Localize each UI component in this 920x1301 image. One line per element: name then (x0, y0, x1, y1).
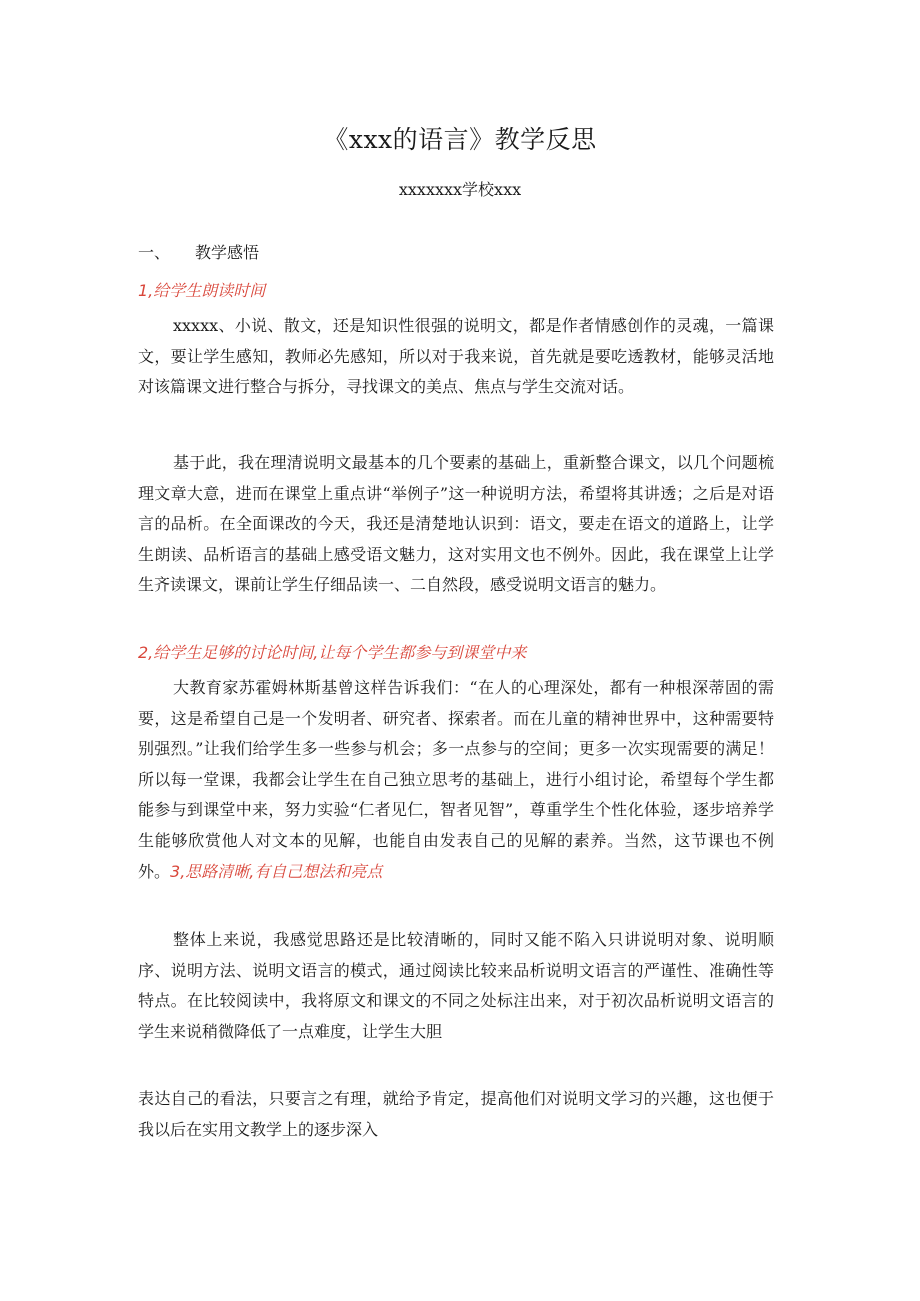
paragraph-4: 整体上来说，我感觉思路还是比较清晰的，同时又能不陷入只讲说明对象、说明顺序、说明方法、说明文语言的模式，通过阅读比较来品析说明文语言的严谨性、准确性等特点。在比较阅读中，我将原文和课文的不同之处标注出来，对于初次品析说明文语言的学生来说稍微降低了一点难度，让学生大胆 (138, 930, 774, 1041)
paragraph-3-text: 大教育家苏霍姆林斯基曾这样告诉我们：“在人的心理深处，都有一种根深蒂固的需要，这是希望自己是一个发明者、研究者、探索者。而在儿童的精神世界中，这种需要特别强烈。”让我们给学生多一些参与机会；多一点参与的空间；更多一次实现需要的满足！所以每一堂课，我都会让学生在自己独立思考的基础上，进行小组讨论，希望每个学生都能参与到课堂中来，努力实验“仁者见仁，智者见智”，尊重学生个性化体验，逐步培养学生能够欣赏他人对文本的见解，也能自由发表自己的见解的素养。当然，这节课也不例外。 (138, 678, 774, 881)
document-title: 《xxx的语言》教学反思 (323, 125, 597, 154)
subheading-2: 2,给学生足够的讨论时间,让每个学生都参与到课堂中来 (138, 643, 527, 662)
paragraph-3 (138, 673, 774, 887)
paragraph-1: xxxxx、小说、散文，还是知识性很强的说明文，都是作者情感创作的灵魂，一篇课文，要让学生感知，教师必先感知，所以对于我来说，首先就是要吃透教材，能够灵活地对该篇课文进行整合与拆分，寻找课文的美点、焦点与学生交流对话。 (138, 316, 774, 397)
section-heading (138, 240, 259, 263)
document-author: xxxxxxx学校xxx (398, 180, 522, 199)
subheading-1: 1,给学生朗读时间 (138, 281, 266, 300)
subheading-3: 3,思路清晰,有自己想法和亮点 (170, 861, 383, 881)
paragraph-2: 基于此，我在理清说明文最基本的几个要素的基础上，重新整合课文，以几个问题梳理文章大意，进而在课堂上重点讲“举例子”这一种说明方法，希望将其讲透；之后是对语言的品析。在全面课改的今天，我还是清楚地认识到：语文，要走在语文的道路上，让学生朗读、品析语言的基础上感受语文魅力，这对实用文也不例外。因此，我在课堂上让学生齐读课文，课前让学生仔细品读一、二自然段，感受说明文语言的魅力。 (138, 453, 774, 595)
section-number: 一、 (138, 243, 171, 262)
section-title: 教学感悟 (195, 243, 260, 262)
paragraph-5: 表达自己的看法，只要言之有理，就给予肯定，提高他们对说明文学习的兴趣，这也便于我以后在实用文教学上的逐步深入 (138, 1089, 774, 1139)
